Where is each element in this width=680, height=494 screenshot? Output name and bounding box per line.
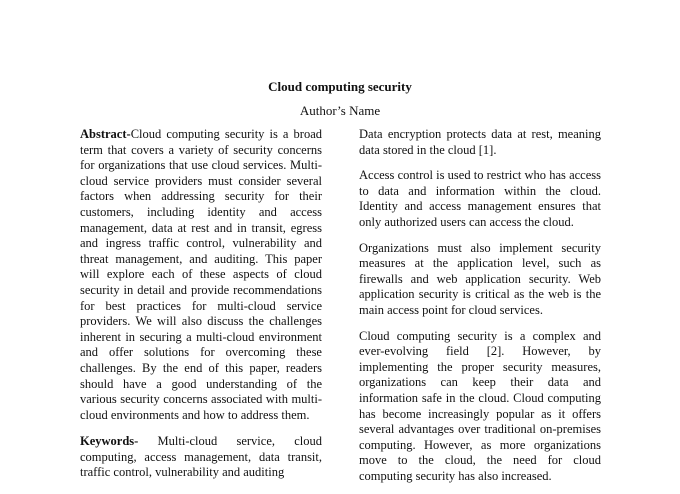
right-column <box>359 127 601 494</box>
body-paragraph-application-security: Organizations must also implement security measures at the application level, such as firewalls and web application security. Web application security is critical as the web is the main access point for cloud services. <box>359 240 601 317</box>
paper-title: Cloud computing security <box>268 79 412 94</box>
left-column <box>80 127 322 492</box>
abstract-text: Cloud computing security is a broad term that covers a variety of security concerns for organizations that use cloud services. Multi-cloud service providers must consider several factors when addressing security for their customers, including identity and access management, data at rest and in transit, egress and ingress traffic control, vulnerability and threat management, and auditing. This paper will explore each of these aspects of cloud security in detail and provide recommendations for best practices for multi-cloud service providers. We will also discuss the challenges inherent in securing a multi-cloud environment and offer solutions for overcoming these challenges. By the end of this paper, readers should have a good understanding of the various security concerns associated with multi-cloud environments and how to address them. <box>80 127 322 422</box>
body-paragraph-overview: Cloud computing security is a complex and ever-evolving field [2]. However, by implementing the proper security measures, organizations can keep their data and information safe in the cloud. Cloud computing has become increasingly popular as it offers several advantages over traditional on-premises computing. However, as more organizations move to the cloud, the need for cloud computing security has also increased. <box>359 328 601 483</box>
keywords-text: Multi-cloud service, cloud computing, access management, data transit, traffic control, vulnerability and auditing <box>80 434 322 480</box>
body-paragraph-encryption: Data encryption protects data at rest, meaning data stored in the cloud [1]. <box>359 127 601 157</box>
abstract-label: Abstract- <box>80 127 131 141</box>
keywords-label: Keywords- <box>80 434 139 449</box>
keywords-paragraph <box>80 434 322 481</box>
author-name: Author’s Name <box>299 103 381 118</box>
abstract-paragraph <box>80 127 322 423</box>
body-paragraph-access-control: Access control is used to restrict who has access to data and information within the cloud. Identity and access management ensures that only authorized users can access the cloud. <box>359 168 601 229</box>
